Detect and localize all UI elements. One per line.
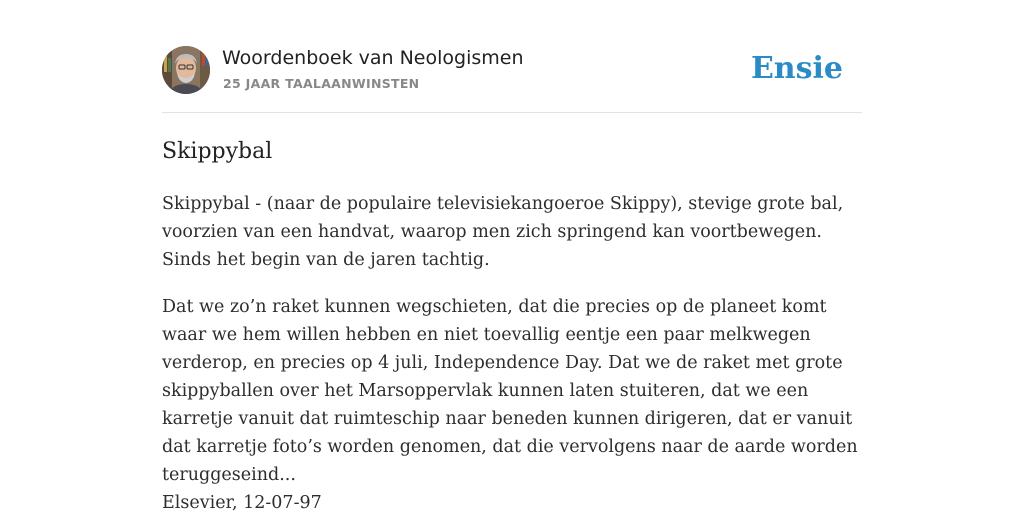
brand-logo[interactable]: Ensie xyxy=(750,51,843,86)
article-title: Skippybal xyxy=(162,139,273,164)
quote-source: Elsevier, 12-07-97 xyxy=(162,493,322,512)
definition-paragraph: Skippybal - (naar de populaire televisiekangoeroe Skippy), stevige grote bal, voorzien van een handvat, waarop men zich springend kan voortbewegen. Sinds het begin van de jaren tachtig. xyxy=(162,194,844,270)
quote-paragraph xyxy=(162,293,862,512)
quote-text: Dat we zo’n raket kunnen wegschieten, dat die precies op de planeet komt waar we hem willen hebben en niet toevallig eentje een paar melkwegen verderop, en precies op 4 juli, Independence Day. Dat we de raket met grote skippyballen over het Marsoppervlak kunnen laten stuiteren, dat we een karretje vanuit dat ruimteschip naar beneden kunnen dirigeren, dat er vanuit dat karretje foto’s worden genomen, dat die vervolgens naar de aarde worden teruggeseind... xyxy=(162,297,858,485)
avatar[interactable] xyxy=(162,46,210,94)
header xyxy=(162,46,862,113)
site-subtitle: 25 JAAR TAALAANWINSTEN xyxy=(223,76,420,91)
avatar-image xyxy=(162,46,210,94)
site-title[interactable]: Woordenboek van Neologismen xyxy=(222,47,524,69)
content-container xyxy=(162,46,862,512)
